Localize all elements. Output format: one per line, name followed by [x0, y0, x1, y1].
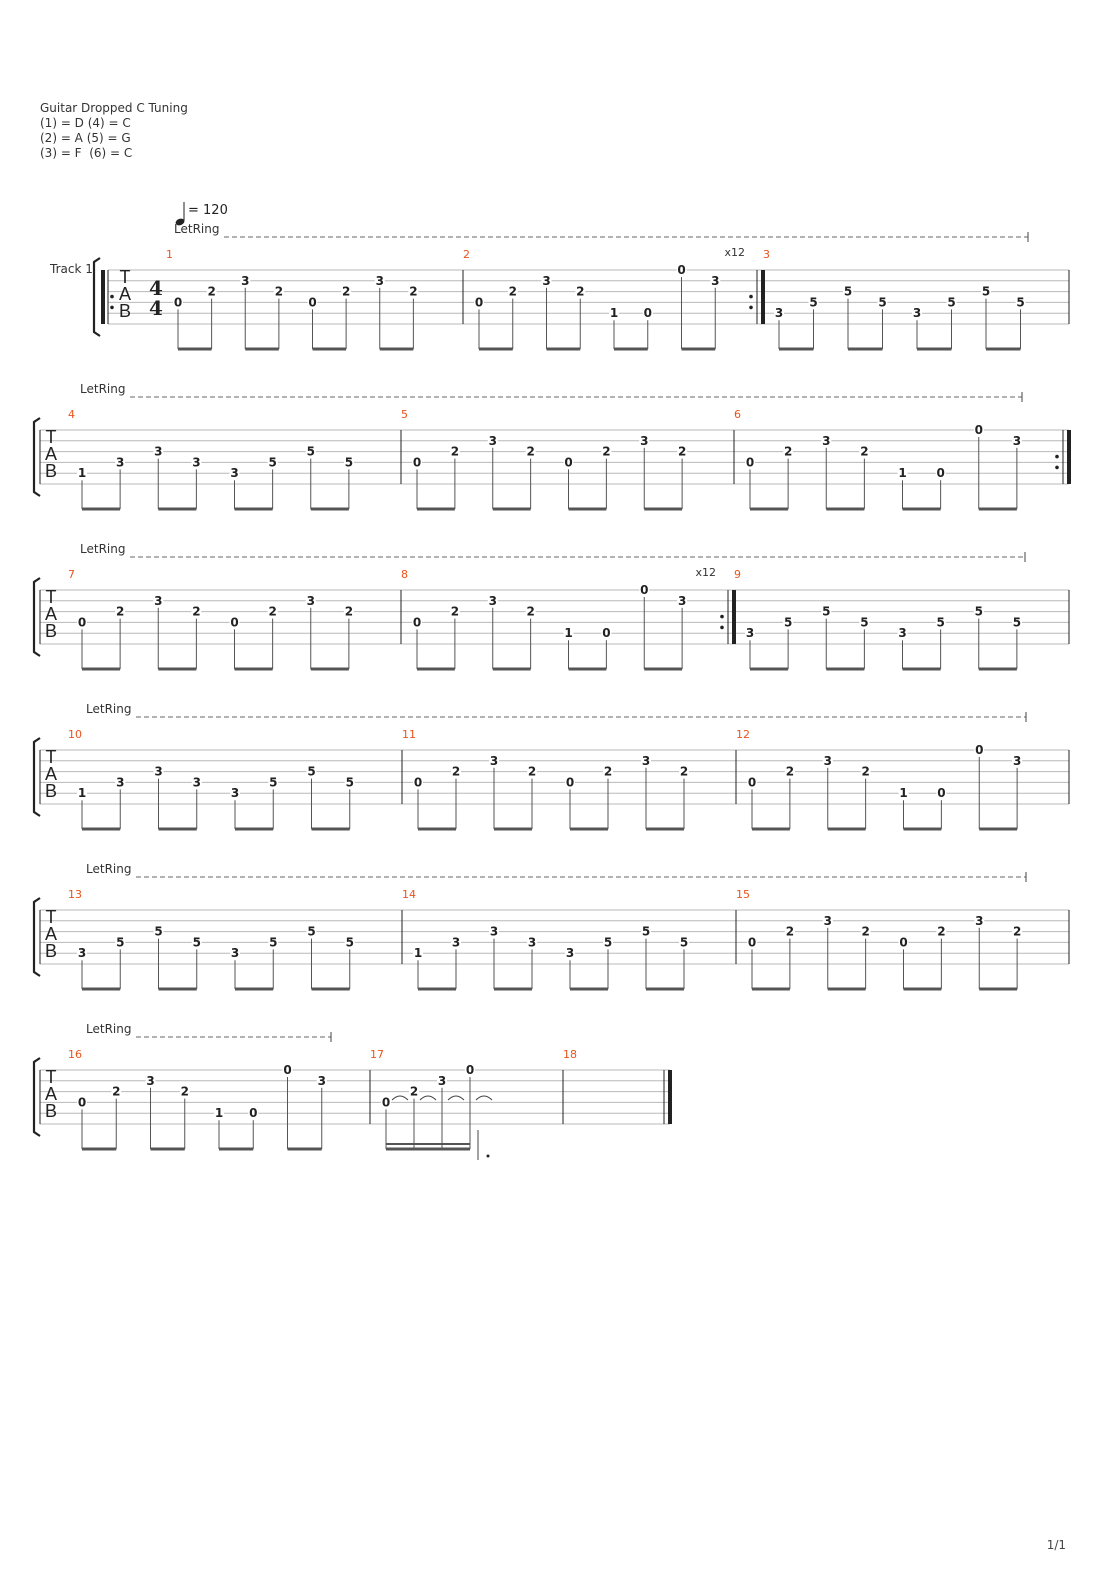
fret-number: 1 [898, 466, 907, 481]
fret-number: 5 [679, 935, 689, 950]
fret-number: 3 [116, 775, 125, 790]
fret-number: 0 [465, 1063, 475, 1077]
fret-number: 1 [77, 466, 87, 481]
fret-number: 0 [602, 626, 611, 641]
fret-number: 3 [898, 626, 907, 641]
letring-label: LetRing [86, 702, 132, 716]
fret-number: 3 [146, 1073, 155, 1088]
system-bracket [34, 418, 40, 496]
fret-number: 3 [488, 593, 497, 608]
fret-number: 5 [345, 935, 354, 950]
fret-number: 5 [860, 615, 869, 630]
fret-number: 2 [677, 444, 687, 459]
fret-number: 3 [542, 273, 551, 288]
fret-number: 2 [268, 604, 277, 619]
fret-number: 5 [641, 924, 651, 939]
fret-number: 0 [77, 615, 87, 630]
tuning-line: (1) = D (4) = C [40, 116, 131, 130]
repeat-dot [1055, 455, 1059, 459]
measure-number: 18 [563, 1048, 577, 1061]
fret-number: 0 [565, 775, 575, 790]
fret-number: 5 [192, 935, 201, 950]
repeat-dot [749, 306, 753, 310]
fret-number: 2 [785, 924, 795, 939]
fret-number: 2 [526, 604, 535, 619]
fret-number: 5 [344, 455, 354, 470]
tab-clef-letter: T [45, 587, 57, 607]
fret-number: 3 [677, 593, 687, 608]
fret-number: 0 [974, 423, 983, 437]
fret-number: 3 [451, 935, 461, 950]
fret-number: 0 [381, 1095, 391, 1110]
tab-clef-letter: B [44, 941, 58, 961]
fret-number: 5 [822, 604, 831, 619]
fret-number: 2 [344, 604, 354, 619]
fret-number: 5 [116, 935, 125, 950]
fret-number: 2 [679, 764, 689, 779]
fret-number: 2 [783, 444, 793, 459]
fret-number: 0 [230, 615, 239, 630]
fret-number: 5 [936, 615, 945, 630]
fret-number: 3 [711, 273, 720, 288]
fret-number: 5 [783, 615, 793, 630]
measure-number: 8 [401, 568, 408, 581]
fret-number: 3 [154, 593, 163, 608]
system-bracket [34, 898, 40, 976]
fret-number: 2 [937, 924, 946, 939]
fret-number: 0 [975, 743, 984, 757]
fret-number: 3 [375, 273, 384, 288]
tab-clef-letter: T [45, 427, 57, 447]
fret-number: 0 [413, 775, 423, 790]
fret-number: 5 [306, 444, 315, 459]
fret-number: 3 [230, 466, 239, 481]
tie-arc [392, 1096, 408, 1100]
fret-number: 3 [822, 433, 831, 448]
fret-number: 1 [77, 786, 87, 801]
fret-number: 0 [173, 295, 183, 310]
system-bracket [94, 258, 100, 336]
fret-number: 2 [450, 604, 460, 619]
measure-number: 13 [68, 888, 82, 901]
fret-number: 2 [274, 284, 284, 299]
fret-number: 3 [77, 946, 87, 961]
fret-number: 2 [527, 764, 537, 779]
fret-number: 2 [341, 284, 351, 299]
fret-number: 3 [154, 444, 163, 459]
fret-number: 0 [937, 786, 946, 801]
system-bracket [34, 738, 40, 816]
tab-clef-letter: T [119, 267, 131, 287]
tab-clef-letter: B [44, 781, 58, 801]
time-signature-top: 4 [149, 276, 163, 300]
fret-number: 0 [412, 455, 422, 470]
measure-number: 17 [370, 1048, 384, 1061]
repeat-dot [720, 615, 724, 619]
letring-label: LetRing [86, 1022, 132, 1036]
fret-number: 0 [899, 935, 908, 950]
tempo-label: = 120 [188, 203, 228, 218]
fret-number: 0 [412, 615, 422, 630]
tuning-line: (3) = F (6) = C [40, 146, 133, 160]
tab-clef-letter: A [118, 284, 132, 304]
fret-number: 2 [409, 1084, 419, 1099]
measure-number: 14 [402, 888, 416, 901]
fret-number: 0 [283, 1063, 292, 1077]
fret-number: 0 [747, 775, 757, 790]
fret-number: 3 [154, 764, 163, 779]
fret-number: 3 [527, 935, 537, 950]
fret-number: 0 [474, 295, 484, 310]
letring-label: LetRing [86, 862, 132, 876]
fret-number: 3 [774, 306, 784, 321]
fret-number: 3 [192, 455, 201, 470]
fret-number: 2 [180, 1084, 189, 1099]
fret-number: 2 [508, 284, 517, 299]
fret-number: 5 [981, 284, 991, 299]
time-signature-bottom: 4 [149, 296, 163, 320]
measure-number: 10 [68, 728, 82, 741]
fret-number: 2 [603, 764, 613, 779]
fret-number: 3 [823, 753, 832, 768]
fret-number: 5 [345, 775, 354, 790]
fret-number: 5 [878, 295, 887, 310]
repeat-count: x12 [724, 246, 745, 259]
tab-clef-letter: B [44, 1101, 58, 1121]
repeat-dot [720, 626, 724, 630]
measure-number: 16 [68, 1048, 82, 1061]
tuning-line: (2) = A (5) = G [40, 131, 131, 145]
dot-mark [487, 1155, 490, 1158]
fret-number: 3 [489, 753, 499, 768]
tab-clef-letter: A [44, 1084, 58, 1104]
fret-number: 3 [115, 455, 125, 470]
measure-number: 6 [734, 408, 741, 421]
fret-number: 0 [564, 455, 573, 470]
fret-number: 2 [861, 924, 870, 939]
tab-clef-letter: B [118, 301, 132, 321]
measure-number: 2 [463, 248, 470, 261]
fret-number: 5 [974, 604, 983, 619]
fret-number: 5 [307, 924, 316, 939]
repeat-dot [1055, 466, 1059, 470]
fret-number: 5 [307, 764, 316, 779]
fret-number: 5 [603, 935, 613, 950]
fret-number: 3 [565, 946, 575, 961]
letring-label: LetRing [80, 542, 126, 556]
fret-number: 3 [912, 306, 922, 321]
fret-number: 3 [230, 946, 240, 961]
fret-number: 3 [317, 1073, 326, 1088]
measure-number: 15 [736, 888, 750, 901]
measure-number: 1 [166, 248, 173, 261]
fret-number: 2 [785, 764, 795, 779]
measure-number: 12 [736, 728, 750, 741]
fret-number: 0 [640, 583, 649, 597]
measure-number: 11 [402, 728, 416, 741]
system-bracket [34, 1058, 40, 1136]
tab-clef-letter: B [44, 621, 58, 641]
repeat-dot [110, 306, 114, 310]
tab-clef-letter: A [44, 924, 58, 944]
measure-number: 7 [68, 568, 75, 581]
page-number: 1/1 [1046, 1538, 1066, 1552]
measure-number: 4 [68, 408, 75, 421]
fret-number: 3 [489, 924, 499, 939]
tab-clef-letter: B [44, 461, 58, 481]
system-bracket [34, 578, 40, 656]
fret-number: 1 [214, 1106, 224, 1121]
tie-arc [476, 1096, 492, 1100]
fret-number: 2 [207, 284, 216, 299]
fret-number: 1 [899, 786, 908, 801]
fret-number: 2 [861, 764, 870, 779]
fret-number: 3 [306, 593, 315, 608]
repeat-dot [110, 295, 114, 299]
fret-number: 3 [1012, 753, 1022, 768]
fret-number: 0 [643, 306, 652, 321]
track-label: Track 1 [50, 262, 93, 276]
fret-number: 0 [249, 1106, 258, 1121]
fret-number: 3 [745, 626, 755, 641]
fret-number: 5 [269, 775, 278, 790]
tab-clef-letter: T [45, 907, 57, 927]
fret-number: 0 [308, 295, 317, 310]
fret-number: 2 [860, 444, 869, 459]
fret-number: 5 [1016, 295, 1025, 310]
fret-number: 2 [409, 284, 418, 299]
tab-clef-letter: A [44, 444, 58, 464]
fret-number: 5 [843, 284, 853, 299]
fret-number: 0 [747, 935, 757, 950]
letring-label: LetRing [80, 382, 126, 396]
fret-number: 3 [437, 1073, 447, 1088]
fret-number: 3 [823, 913, 832, 928]
fret-number: 0 [745, 455, 755, 470]
repeat-count: x12 [695, 566, 716, 579]
repeat-dot [749, 295, 753, 299]
tuning-title: Guitar Dropped C Tuning [40, 101, 188, 115]
fret-number: 1 [564, 626, 573, 641]
fret-number: 3 [1012, 433, 1022, 448]
fret-number: 2 [451, 764, 461, 779]
fret-number: 2 [115, 604, 125, 619]
fret-number: 3 [192, 775, 201, 790]
fret-number: 5 [268, 455, 277, 470]
fret-number: 2 [112, 1084, 121, 1099]
fret-number: 2 [602, 444, 611, 459]
fret-number: 5 [154, 924, 163, 939]
measure-number: 5 [401, 408, 408, 421]
fret-number: 2 [526, 444, 535, 459]
tab-clef-letter: T [45, 1067, 57, 1087]
fret-number: 1 [609, 306, 619, 321]
fret-number: 2 [576, 284, 585, 299]
fret-number: 5 [1012, 615, 1022, 630]
fret-number: 3 [488, 433, 497, 448]
fret-number: 0 [936, 466, 945, 481]
measure-number: 9 [734, 568, 741, 581]
fret-number: 2 [192, 604, 201, 619]
fret-number: 5 [809, 295, 818, 310]
fret-number: 3 [641, 753, 651, 768]
tab-clef-letter: A [44, 604, 58, 624]
fret-number: 3 [241, 273, 250, 288]
fret-number: 0 [77, 1095, 87, 1110]
fret-number: 2 [450, 444, 460, 459]
fret-number: 1 [413, 946, 423, 961]
letring-label: LetRing [174, 222, 220, 236]
tab-clef-letter: A [44, 764, 58, 784]
fret-number: 0 [677, 263, 686, 277]
fret-number: 5 [269, 935, 278, 950]
fret-number: 2 [1012, 924, 1022, 939]
measure-number: 3 [763, 248, 770, 261]
fret-number: 3 [640, 433, 649, 448]
fret-number: 3 [975, 913, 984, 928]
tie-arc [420, 1096, 436, 1100]
tie-arc [448, 1096, 464, 1100]
tab-clef-letter: T [45, 747, 57, 767]
fret-number: 5 [947, 295, 956, 310]
fret-number: 3 [230, 786, 240, 801]
